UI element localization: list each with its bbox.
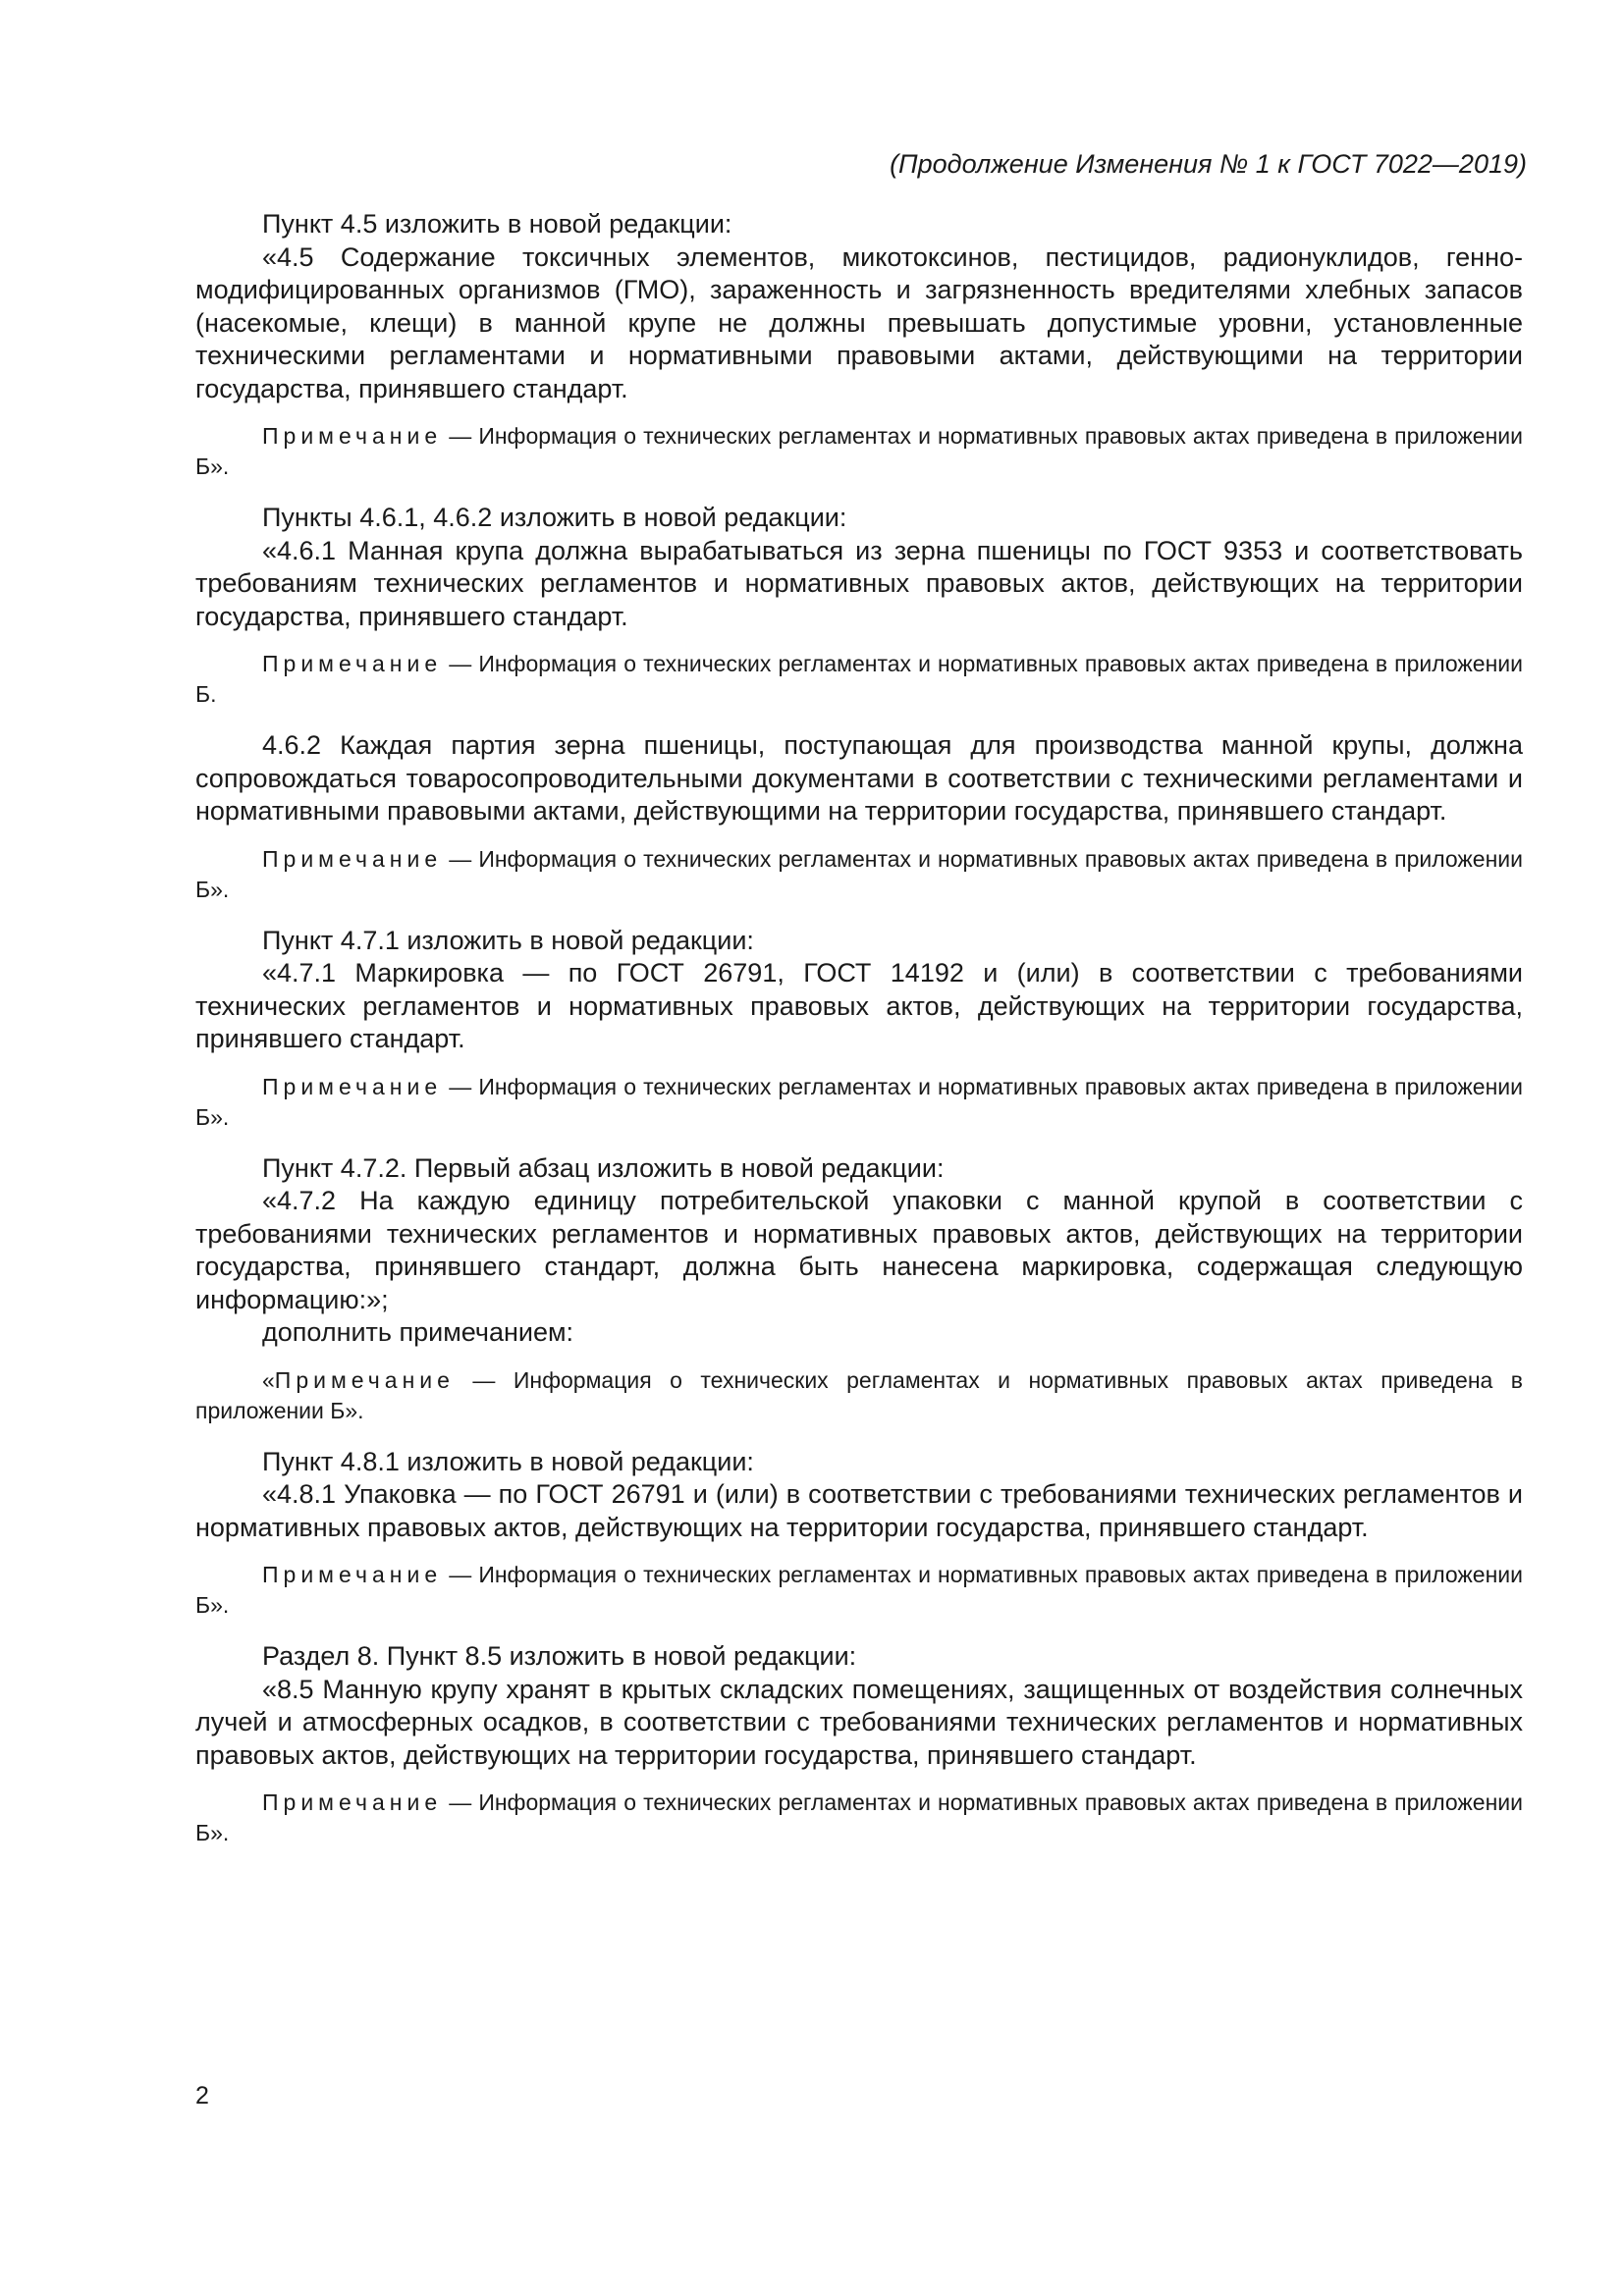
note-text: Информация о технических регламентах и нормативных правовых актах приведена в приложении Б. (195, 651, 1524, 707)
note-text: Информация о технических регламентах и нормативных правовых актах приведена в приложении Б». (195, 1789, 1524, 1845)
note-4-8-1 (195, 1560, 1523, 1621)
clause-4-6-2: 4.6.2 Каждая партия зерна пшеницы, поступающая для производства манной крупы, должна сопровождаться товаросопроводительными документами в соответствии с техническими регламентами и нормативными правовыми актами, действующими на территории государства, принявшего стандарт. (195, 730, 1523, 826)
note-label: Примечание (274, 1366, 455, 1393)
instruction-8-5: Раздел 8. Пункт 8.5 изложить в новой редакции: (262, 1641, 857, 1671)
clause-8-5: «8.5 Манную крупу хранят в крытых складских помещениях, защищенных от воздействия солнечных лучей и атмосферных осадков, в соответствии с требованиями технических регламентов и нормативных правовых актов, действующих на территории государства, принявшего стандарт. (195, 1674, 1523, 1770)
note-text: Информация о технических регламентах и нормативных правовых актах приведена в приложении Б». (195, 1366, 1523, 1423)
instruction-4-8-1: Пункт 4.8.1 изложить в новой редакции: (262, 1446, 754, 1476)
note-8-5 (195, 1788, 1523, 1848)
note-4-6-1 (195, 649, 1523, 710)
note-text: Информация о технических регламентах и нормативных правовых актах приведена в приложении Б». (195, 423, 1524, 479)
note-dash: — (442, 1073, 479, 1099)
note-dash: — (442, 845, 479, 872)
note-4-7-1 (195, 1072, 1523, 1133)
clause-4-6-1: «4.6.1 Манная крупа должна вырабатываться из зерна пшеницы по ГОСТ 9353 и соответствовать требованиям технических регламентов и нормативных правовых актов, действующих на территории государства, принявшего стандарт. (195, 535, 1523, 631)
note-open-quote: « (262, 1366, 275, 1393)
note-label: Примечание (262, 651, 443, 676)
note-label: Примечание (262, 423, 443, 449)
instruction-4-7-2: Пункт 4.7.2. Первый абзац изложить в новой редакции: (262, 1152, 945, 1183)
note-dash: — (454, 1366, 514, 1393)
clause-4-5: «4.5 Содержание токсичных элементов, микотоксинов, пестицидов, радионуклидов, генно-модифицированных организмов (ГМО), зараженность и загрязненность вредителями хлебных запасов (насекомые, клещи) в манной крупе не должны превышать допустимые уровни, установленные техническими регламентами и нормативными правовыми актами, действующими на территории государства, принявшего стандарт. (195, 241, 1523, 403)
document-body (195, 208, 1523, 1868)
note-dash: — (442, 423, 479, 449)
instruction-add-note: дополнить примечанием: (262, 1317, 574, 1347)
note-4-6-2 (195, 844, 1523, 905)
note-label: Примечание (262, 845, 443, 872)
page-number: 2 (195, 2082, 209, 2109)
note-label: Примечание (262, 1073, 443, 1099)
note-text: Информация о технических регламентах и нормативных правовых актах приведена в приложении Б». (195, 1073, 1524, 1130)
note-dash: — (442, 651, 479, 676)
note-text: Информация о технических регламентах и нормативных правовых актах приведена в приложении Б». (195, 845, 1524, 902)
clause-4-7-1: «4.7.1 Маркировка — по ГОСТ 26791, ГОСТ 14192 и (или) в соответствии с требованиями технических регламентов и нормативных правовых актов, действующих на территории государства, принявшего стандарт. (195, 958, 1523, 1053)
page-header: (Продолжение Изменения № 1 к ГОСТ 7022—2019) (890, 149, 1527, 179)
note-dash: — (442, 1562, 479, 1587)
instruction-4-7-1: Пункт 4.7.1 изложить в новой редакции: (262, 925, 754, 955)
instruction-4-5: Пункт 4.5 изложить в новой редакции: (262, 209, 732, 239)
note-4-7-2 (195, 1365, 1523, 1426)
clause-4-8-1: «4.8.1 Упаковка — по ГОСТ 26791 и (или) в соответствии с требованиями технических регламентов и нормативных правовых актов, действующих на территории государства, принявшего стандарт. (195, 1479, 1523, 1542)
clause-4-7-2: «4.7.2 На каждую единицу потребительской упаковки с манной крупой в соответствии с требованиями технических регламентов и нормативных правовых актов, действующих на территории государства, принявшего стандарт, должна быть нанесена маркировка, содержащая следующую информацию:»; (195, 1186, 1523, 1314)
note-text: Информация о технических регламентах и нормативных правовых актах приведена в приложении Б». (195, 1562, 1524, 1618)
instruction-4-6: Пункты 4.6.1, 4.6.2 изложить в новой редакции: (262, 503, 847, 532)
note-4-5 (195, 421, 1523, 482)
note-label: Примечание (262, 1562, 443, 1587)
note-dash: — (442, 1789, 479, 1815)
note-label: Примечание (262, 1789, 443, 1815)
